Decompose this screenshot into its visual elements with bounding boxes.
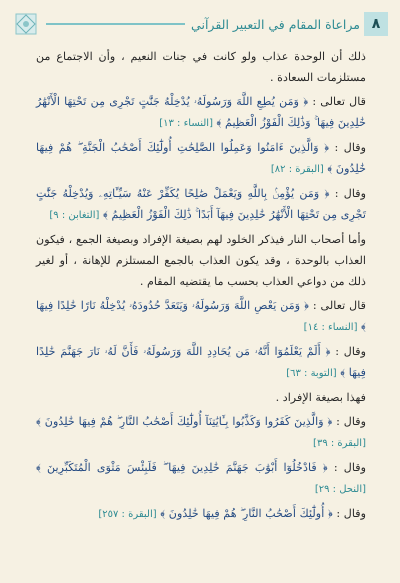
paragraph-text: ذلك أن الوحدة عذاب ولو كانت في جنات النعيم ، وأن الاجتماع من مستلزمات السعادة . — [36, 50, 366, 84]
page-body — [36, 46, 366, 528]
paragraph-lead: قال تعالى : — [312, 299, 366, 312]
quran-verse: ﴿ وَالَّذِينَ ءَامَنُوا وَعَمِلُوا الصَّٰلِحَٰتِ أُولَٰٓئِكَ أَصْحَٰبُ الْجَنَّةِ ۖ هُمْ فِيهَا خَٰلِدُونَ ﴾ — [36, 141, 366, 175]
header-rule — [46, 23, 185, 25]
quran-verse: ﴿ وَمَن يَعْصِ اللَّهَ وَرَسُولَهُۥ وَيَتَعَدَّ حُدُودَهُۥ يُدْخِلْهُ نَارًا خَٰلِدًا فِيهَا ﴾ — [36, 299, 366, 333]
quote-paragraph — [36, 503, 366, 525]
paragraph-lead: وقال : — [336, 415, 366, 428]
quote-paragraph — [36, 183, 366, 226]
paragraph-lead: وقال : — [335, 345, 366, 358]
quran-verse: ﴿ وَمَن يُؤْمِنۢ بِاللَّهِ وَيَعْمَلْ صَٰلِحًا يُكَفِّرْ عَنْهُ سَيِّـَٔاتِهِۦ وَيُدْخِلْهُ جَنَّٰتٍ تَجْرِى مِن تَحْتِهَا الْأَنْهَٰرُ خَٰلِدِينَ فِيهَآ أَبَدًا ۚ ذَٰلِكَ الْفَوْزُ الْعَظِيمُ ﴾ — [36, 187, 366, 221]
quran-verse: ﴿ وَالَّذِينَ كَفَرُوا وَكَذَّبُوا بِـَٔايَٰتِنَآ أُولَٰٓئِكَ أَصْحَٰبُ النَّارِ ۖ هُمْ فِيهَا خَٰلِدُونَ ﴾ — [36, 415, 333, 428]
paragraph-lead: وقال : — [333, 461, 366, 474]
ornament-icon — [12, 11, 40, 37]
paragraph — [36, 387, 366, 408]
quote-paragraph — [36, 457, 366, 500]
verse-reference: [التغابن : ٩] — [49, 210, 100, 221]
quran-verse: ﴿ وَمَن يُطِعِ اللَّهَ وَرَسُولَهُۥ يُدْخِلْهُ جَنَّٰتٍ تَجْرِى مِن تَحْتِهَا الْأَنْهَٰرُ خَٰلِدِينَ فِيهَا ۚ وَذَٰلِكَ الْفَوْزُ الْعَظِيمُ ﴾ — [36, 95, 366, 129]
running-title: مراعاة المقام في التعبير القرآني — [191, 16, 360, 32]
verse-reference: [النساء : ١٣] — [159, 118, 213, 129]
paragraph — [36, 46, 366, 88]
paragraph — [36, 229, 366, 292]
verse-reference: [البقرة : ٢٥٧] — [98, 509, 157, 520]
paragraph-text: وأما أصحاب النار فيذكر الخلود لهم بصيغة الإفراد وبصيغة الجمع ، فيكون العذاب بالوحدة ، وقد يكون العذاب بالجمع المستلزم للإهانة ، أو لغير ذلك من دواعي العذاب بحسب ما يقتضيه المقام . — [36, 233, 366, 288]
quote-paragraph — [36, 411, 366, 454]
paragraph-text: فهذا بصيغة الإفراد . — [275, 391, 366, 404]
page-header — [12, 8, 388, 40]
verse-reference: [البقرة : ٨٢] — [270, 164, 324, 175]
quote-paragraph — [36, 341, 366, 384]
quran-verse: ﴿ فَادْخُلُوٓا أَبْوَٰبَ جَهَنَّمَ خَٰلِدِينَ فِيهَا ۖ فَلَبِئْسَ مَثْوَى الْمُتَكَبِّرِينَ ﴾ — [36, 461, 328, 474]
quote-paragraph — [36, 137, 366, 180]
quran-verse: ﴿ أُولَٰٓئِكَ أَصْحَٰبُ النَّارِ ۖ هُمْ فِيهَا خَٰلِدُونَ ﴾ — [160, 507, 333, 520]
verse-reference: [البقرة : ٣٩] — [313, 438, 366, 449]
verse-reference: [التوبة : ٦٣] — [286, 368, 337, 379]
paragraph-lead: قال تعالى : — [312, 95, 367, 108]
verse-reference: [النحل : ٢٩] — [314, 484, 366, 495]
quran-verse: ﴿ أَلَمْ يَعْلَمُوٓا أَنَّهُۥ مَن يُحَادِدِ اللَّهَ وَرَسُولَهُۥ فَأَنَّ لَهُۥ نَارَ جَهَنَّمَ خَٰلِدًا فِيهَا ﴾ — [36, 345, 366, 379]
paragraph-lead: وقال : — [334, 141, 366, 154]
quote-paragraph — [36, 295, 366, 338]
verse-reference: [النساء : ١٤] — [303, 322, 358, 333]
paragraph-lead: وقال : — [336, 507, 366, 520]
quote-paragraph — [36, 91, 366, 134]
page-number: ٨ — [364, 12, 388, 36]
paragraph-lead: وقال : — [334, 187, 366, 200]
